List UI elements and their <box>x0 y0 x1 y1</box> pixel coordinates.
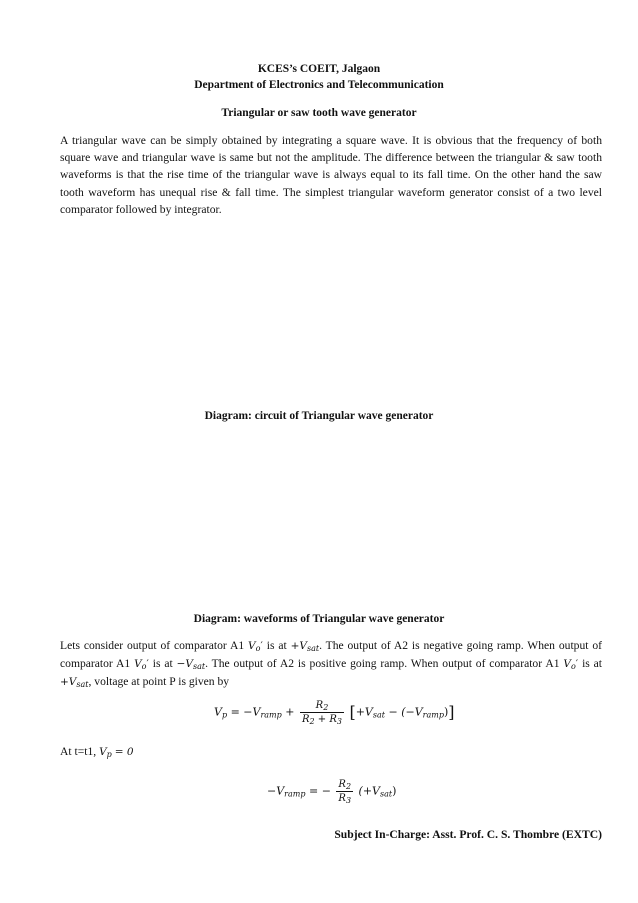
analysis-text: is at <box>582 657 603 671</box>
waveform-diagram-caption: Diagram: waveforms of Triangular wave generator <box>193 613 445 625</box>
intro-paragraph: A triangular wave can be simply obtained by integrating a square wave. It is obvious that the frequency of both square wave and triangular wave is same but not the amplitude. The difference between the triangular & saw tooth waveforms is that the rise time of the triangular wave is always equal to its fall time. On the other hand the saw tooth waveform has unequal rise & fall time. The simplest triangular waveform generator consist of a two level comparator followed by integrator. <box>60 134 602 216</box>
vo-prime-symbol: $V_o'$ <box>563 658 579 672</box>
circuit-diagram-caption: Diagram: circuit of Triangular wave generator <box>204 410 434 422</box>
analysis-text: . The output of A2 is negative going ramp. When output of comparator A1 <box>60 639 602 671</box>
analysis-text: , voltage at point P is given by <box>88 675 230 689</box>
plus-vsat-symbol: $+V_{sat}$ <box>60 676 89 690</box>
department-heading: Department of Electronics and Telecommunication <box>194 79 444 91</box>
voltage-point-p-equation: $V_p = -V_{ramp}$ + $\frac{R_2}{R_2 + R_3}$ $[+V_{sat} - (-V_{ramp})]$ <box>214 700 455 726</box>
resistor-ratio-fraction: $\frac{R_2}{R_2 + R_3}$ <box>301 700 342 726</box>
minus-vsat-symbol: $-V_{sat}$ <box>176 658 206 672</box>
t1-condition: At t=t1, $V_p = 0$ <box>60 745 134 759</box>
subject-in-charge-footer: Subject In-Charge: Asst. Prof. C. S. Thombre (EXTC) <box>334 828 602 841</box>
vo-prime-symbol: $V_o'$ <box>134 658 149 672</box>
analysis-text: . The output of A2 is positive going ramp. When output of comparator A1 <box>205 657 560 671</box>
analysis-text: is at <box>266 639 287 652</box>
institute-heading: KCES’s COEIT, Jalgaon <box>257 63 381 75</box>
analysis-text: is at <box>152 657 173 671</box>
ramp-voltage-equation: $-V_{ramp}$ = − $\frac{R_2}{R_3}$ $(+V_{sat})$ <box>267 779 397 805</box>
plus-vsat-symbol: $+V_{sat}$ <box>290 640 320 653</box>
analysis-text: Lets consider output of comparator A1 <box>60 639 245 652</box>
resistor-ratio-fraction: $\frac{R_2}{R_3}$ <box>338 779 352 805</box>
vo-prime-symbol: $V_o'$ <box>248 640 263 653</box>
section-title: Triangular or saw tooth wave generator <box>221 107 417 119</box>
analysis-paragraph <box>60 637 602 692</box>
